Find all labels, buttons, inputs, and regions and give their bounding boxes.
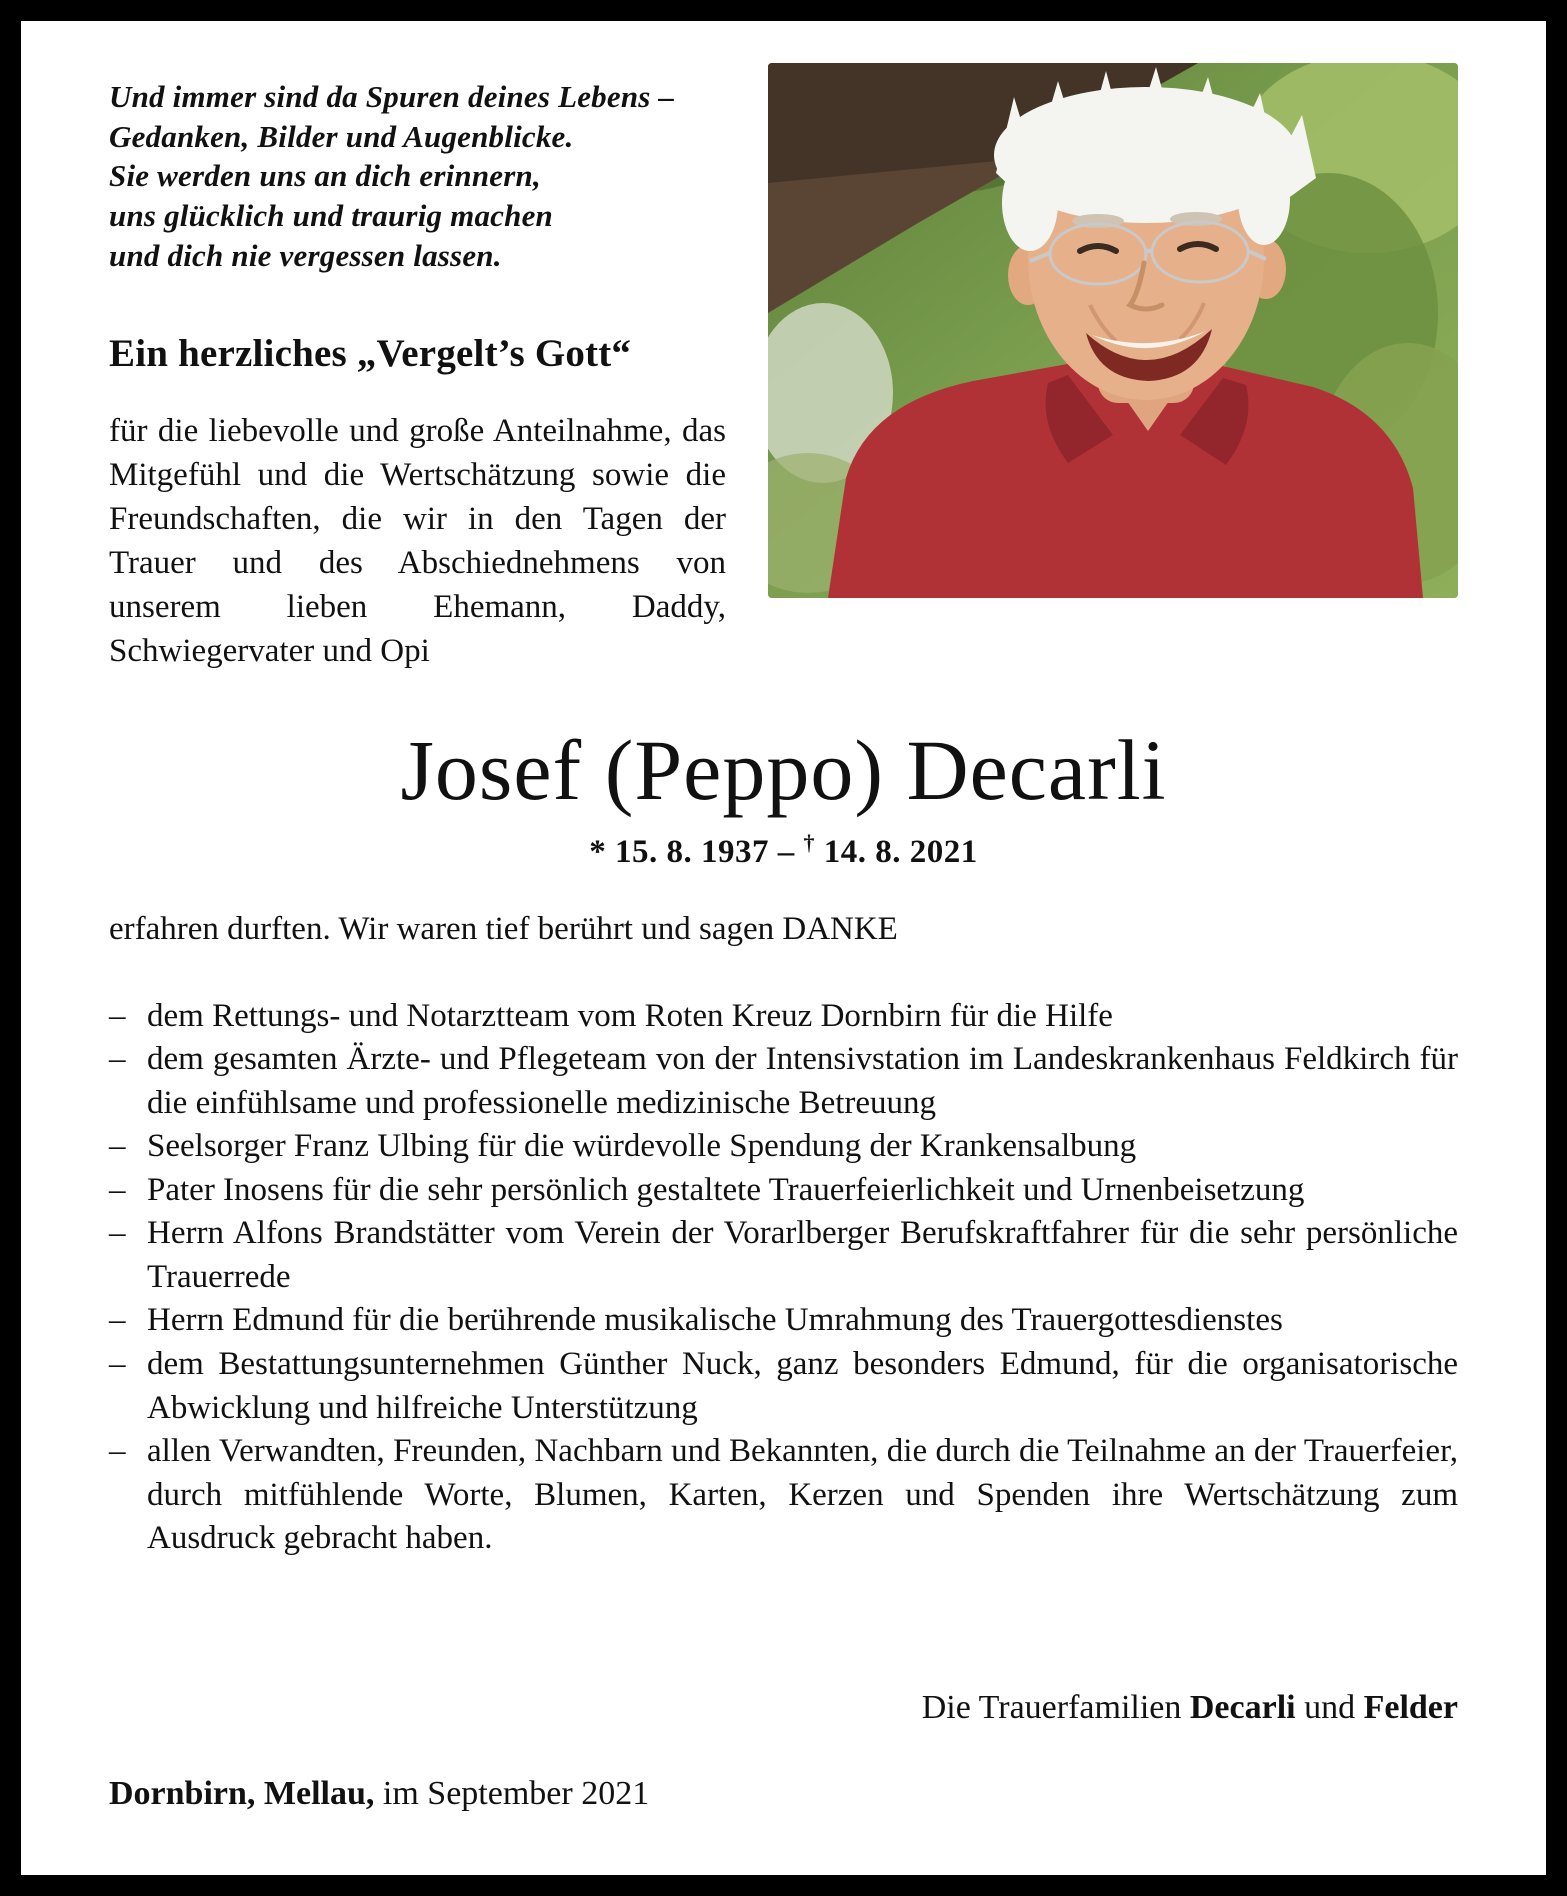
list-item-text: allen Verwandten, Freunden, Nachbarn und Bekannten, die durch die Teilnahme an der Trauerfeier, durch mitfühlende Worte, Blumen, Karten, Kerzen und Spenden ihre Wertschätzung zum Ausdruck gebracht haben. <box>147 1433 1458 1557</box>
life-dates <box>109 830 1458 871</box>
list-item-text: dem Rettungs- und Notarztteam vom Roten Kreuz Dornbirn für die Hilfe <box>147 997 1113 1034</box>
poem-line: uns glücklich und traurig machen <box>109 198 553 234</box>
list-marker: – <box>109 1041 126 1078</box>
list-item-text: Pater Inosens für die sehr persönlich gestaltete Trauerfeierlichkeit und Urnenbeisetzung <box>147 1171 1305 1208</box>
list-marker: – <box>109 997 126 1034</box>
list-item <box>109 995 1458 1039</box>
birth-date: * 15. 8. 1937 – <box>589 833 804 870</box>
footer-date: im September 2021 <box>374 1775 650 1812</box>
list-item <box>109 1038 1458 1125</box>
poem-line: Und immer sind da Spuren deines Lebens – <box>109 79 675 114</box>
intro-paragraph: für die liebevolle und große Anteilnahme, das Mitgefühl und die Wertschätzung sowie die Freundschaften, die wir in den Tagen der Trauer und des Abschiednehmens von unserem lieben Ehemann, Daddy, Schwiegervater und Opi <box>109 413 726 669</box>
poem-line: Sie werden uns an dich erinnern, <box>109 158 541 194</box>
portrait-photo <box>768 63 1458 598</box>
dagger-symbol: † <box>803 829 815 855</box>
thanks-list <box>109 995 1458 1561</box>
closing-prefix: Die Trauerfamilien <box>921 1689 1190 1726</box>
poem <box>109 77 726 275</box>
thanks-heading: Ein herzliches „Vergelt’s Gott“ <box>109 332 632 376</box>
poem-line: und dich nie vergessen lassen. <box>109 237 502 273</box>
list-item-text: dem Bestattungsunternehmen Günther Nuck, ganz besonders Edmund, für die organisatorische Abwicklung und hilfreiche Unterstützung <box>147 1345 1458 1426</box>
footer-line <box>109 1775 1458 1813</box>
list-item-text: Seelsorger Franz Ulbing für die würdevolle Spendung der Krankensalbung <box>147 1128 1137 1165</box>
list-marker: – <box>109 1128 126 1165</box>
list-marker: – <box>109 1215 126 1252</box>
footer-location: Dornbirn, Mellau, <box>109 1775 375 1812</box>
acknowledgment-line: erfahren durften. Wir waren tief berührt und sagen DANKE <box>109 910 898 947</box>
list-item-text: Herrn Edmund für die berührende musikalische Umrahmung des Trauergottesdienstes <box>147 1302 1283 1339</box>
list-item-text: dem gesamten Ärzte- und Pflegeteam von der Intensivstation im Landeskrankenhaus Feldkirch für die einfühlsame und professionelle medizinische Betreuung <box>147 1041 1458 1121</box>
list-item <box>109 1343 1458 1430</box>
list-item <box>109 1212 1458 1299</box>
left-column <box>109 63 726 674</box>
obituary-page <box>21 21 1546 1875</box>
family-name-decarli: Decarli <box>1189 1689 1296 1726</box>
deceased-name: Josef (Peppo) Decarli <box>400 721 1167 818</box>
family-name-felder: Felder <box>1363 1689 1458 1726</box>
list-marker: – <box>109 1345 126 1382</box>
list-item <box>109 1299 1458 1343</box>
list-item <box>109 1430 1458 1561</box>
list-item <box>109 1169 1458 1213</box>
list-item-text: Herrn Alfons Brandstätter vom Verein der Vorarlberger Berufskraftfahrer für die sehr persönliche Trauerrede <box>147 1215 1458 1295</box>
death-date: 14. 8. 2021 <box>815 833 978 870</box>
list-marker: – <box>109 1302 126 1339</box>
list-marker: – <box>109 1171 126 1208</box>
top-section <box>109 63 1458 674</box>
portrait-illustration <box>768 63 1458 598</box>
list-item <box>109 1125 1458 1169</box>
poem-line: Gedanken, Bilder und Augenblicke. <box>109 118 574 154</box>
closing-line <box>109 1649 1458 1727</box>
list-marker: – <box>109 1433 126 1470</box>
closing-connector: und <box>1295 1689 1364 1726</box>
name-block <box>109 720 1458 871</box>
